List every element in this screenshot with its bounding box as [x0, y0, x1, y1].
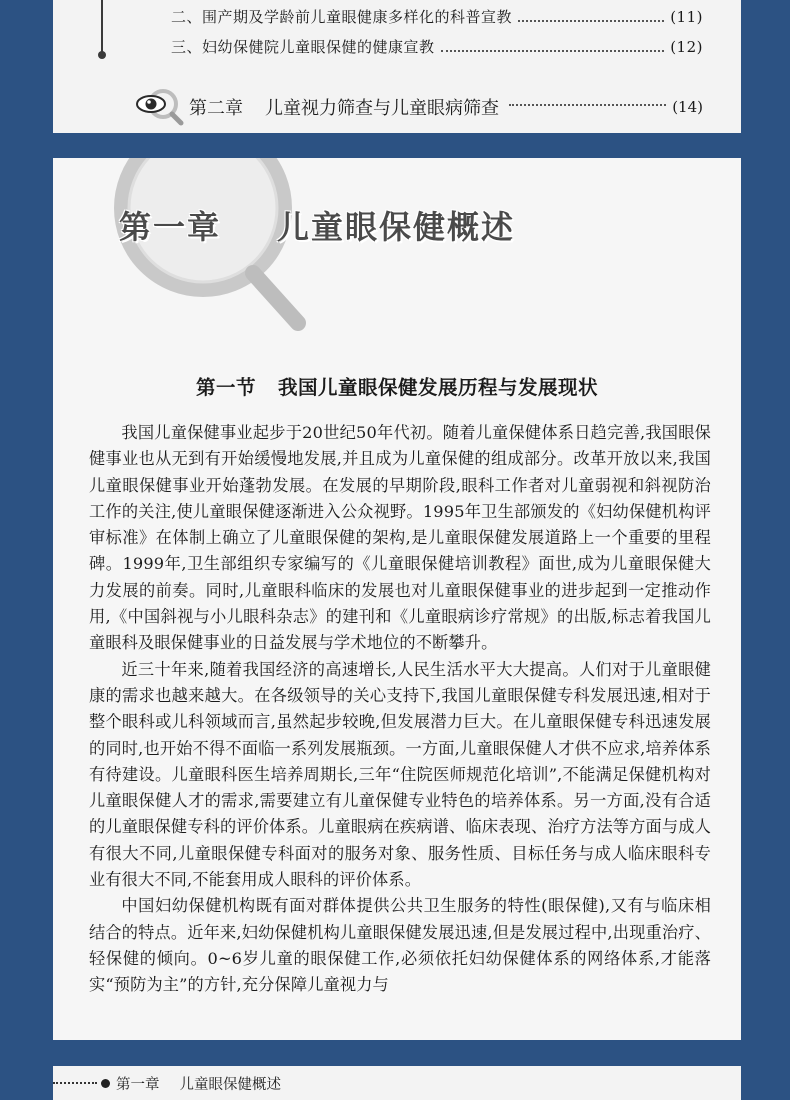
footer-leader-dots	[53, 1082, 97, 1084]
footer-chapter-number: 第一章	[116, 1076, 160, 1093]
body-text	[89, 420, 711, 999]
toc-item[interactable]	[171, 36, 703, 57]
chapter-title	[119, 202, 515, 248]
footer-chapter-title: 儿童眼保健概述	[179, 1076, 281, 1093]
chapter-number: 第一章	[119, 208, 222, 246]
paragraph: 中国妇幼保健机构既有面对群体提供公共卫生服务的特性(眼保健),又有与临床相结合的特点。近年来,妇幼保健机构儿童眼保健发展迅速,但是发展过程中,出现重治疗、轻保健的倾向。0~6岁儿童的眼保健工作,必须依托妇幼保健体系的网络体系,才能落实“预防为主”的方针,充分保障儿童视力与	[89, 896, 711, 995]
toc-leader-dots	[509, 104, 666, 106]
toc-item[interactable]	[171, 6, 703, 27]
toc-chapter-entry[interactable]	[133, 88, 703, 126]
section-name: 我国儿童眼保健发展历程与发展现状	[278, 376, 599, 399]
toc-item-page: (12)	[670, 38, 703, 56]
running-footer	[53, 1066, 741, 1100]
footer-bullet-icon	[101, 1079, 110, 1088]
toc-item-page: (11)	[670, 8, 703, 26]
chapter-name: 儿童眼保健概述	[277, 208, 516, 246]
book-page	[53, 158, 741, 1040]
toc-card	[53, 0, 741, 133]
toc-item-label: 三、妇幼保健院儿童眼保健的健康宣教	[171, 38, 435, 56]
paragraph: 近三十年来,随着我国经济的高速增长,人民生活水平大大提高。人们对于儿童眼健康的需求也越来越大。在各级领导的关心支持下,我国儿童眼保健专科发展迅速,相对于整个眼科或儿科领域而言,虽然起步较晚,但发展潜力巨大。在儿童眼保健专科迅速发展的同时,也开始不得不面临一系列发展瓶颈。一方面,儿童眼保健人才供不应求,培养体系有待建设。儿童眼科医生培养周期长,三年“住院医师规范化培训”,不能满足保健机构对儿童眼保健人才的需求,需要建立有儿童保健专业特色的培养体系。另一方面,没有合适的儿童眼保健专科的评价体系。儿童眼病在疾病谱、临床表现、治疗方法等方面与成人有很大不同,儿童眼保健专科面对的服务对象、服务性质、目标任务与成人临床眼科专业有很大不同,不能套用成人眼科的评价体系。	[89, 659, 711, 890]
toc-chapter-page: (14)	[672, 98, 703, 116]
section-title	[53, 372, 741, 400]
toc-chapter-number: 第二章	[189, 98, 243, 119]
magnifier-icon	[83, 158, 343, 338]
paragraph: 我国儿童保健事业起步于20世纪50年代初。随着儿童保健体系日趋完善,我国眼保健事业也从无到有开始缓慢地发展,并且成为儿童保健的组成部分。改革开放以来,我国儿童眼保健事业开始蓬勃发展。在发展的早期阶段,眼科工作者对儿童弱视和斜视防治工作的关注,使儿童眼保健逐渐进入公众视野。1995年卫生部颁发的《妇幼保健机构评审标准》在体制上确立了儿童眼保健的架构,是儿童眼保健发展道路上一个重要的里程碑。1999年,卫生部组织专家编写的《儿童眼保健培训教程》面世,成为儿童眼保健大力发展的前奏。同时,儿童眼科临床的发展也对儿童眼保健事业的进步起到一定推动作用,《中国斜视与小儿眼科杂志》的建刊和《儿童眼病诊疗常规》的出版,标志着我国儿童眼科及眼保健事业的日益发展与学术地位的不断攀升。	[89, 423, 711, 653]
toc-leader-dots	[518, 20, 664, 22]
eye-magnifier-icon	[133, 88, 185, 126]
toc-chapter-title: 儿童视力筛查与儿童眼病筛查	[265, 98, 499, 119]
section-number: 第一节	[195, 376, 256, 399]
toc-leader-dots	[441, 50, 665, 52]
toc-timeline-dot	[98, 51, 106, 59]
toc-timeline	[101, 0, 103, 55]
toc-item-label: 二、围产期及学龄前儿童眼健康多样化的科普宣教	[171, 8, 513, 26]
